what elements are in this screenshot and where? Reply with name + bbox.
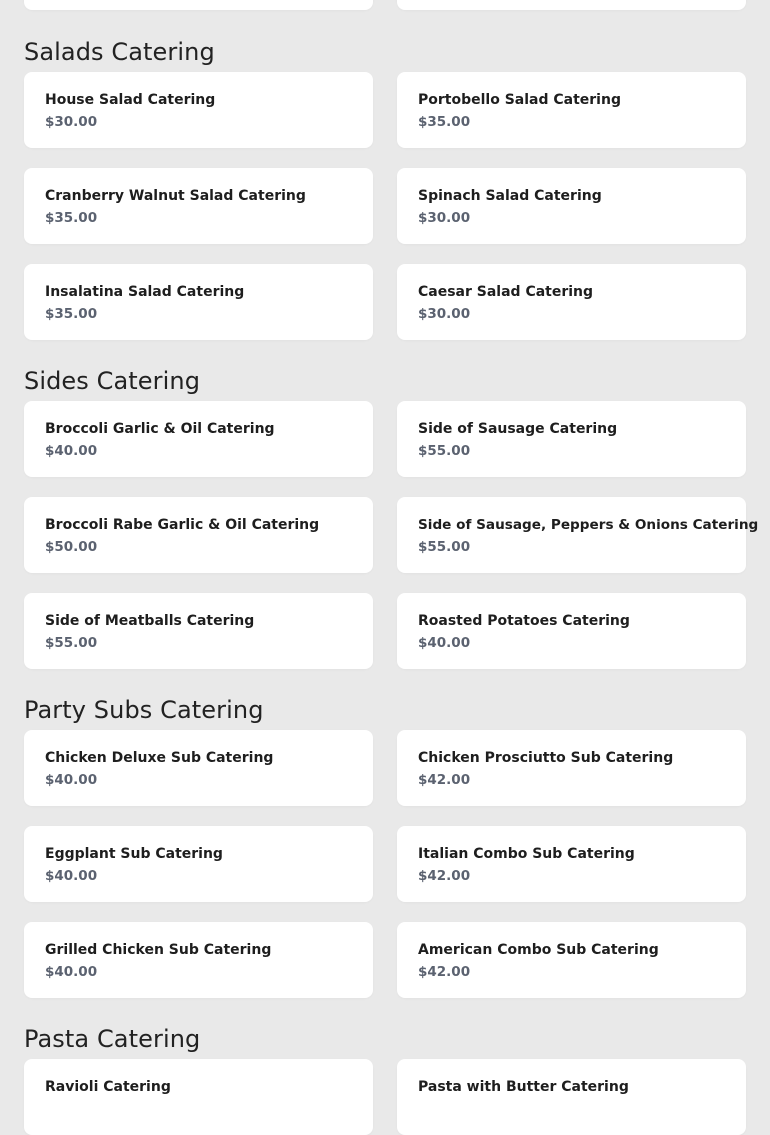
menu-item-card[interactable] bbox=[397, 730, 746, 806]
item-name: American Combo Sub Catering bbox=[418, 942, 659, 958]
menu-item-card[interactable] bbox=[24, 168, 373, 244]
menu-item-card[interactable] bbox=[24, 922, 373, 998]
item-price: $55.00 bbox=[45, 635, 98, 651]
item-price: $30.00 bbox=[418, 210, 471, 226]
item-name: Chicken Deluxe Sub Catering bbox=[45, 750, 274, 766]
item-price: $42.00 bbox=[418, 964, 471, 980]
menu-item-card[interactable] bbox=[397, 72, 746, 148]
item-price: $40.00 bbox=[45, 443, 98, 459]
item-name: Side of Sausage, Peppers & Onions Catering bbox=[418, 517, 759, 533]
menu-item-card[interactable] bbox=[397, 497, 759, 573]
menu-item-card[interactable] bbox=[24, 264, 373, 340]
item-name: Italian Combo Sub Catering bbox=[418, 846, 635, 862]
menu-item-card[interactable] bbox=[397, 264, 746, 340]
menu-item-card[interactable] bbox=[397, 0, 746, 10]
menu-item-card[interactable] bbox=[397, 826, 746, 902]
item-price: $30.00 bbox=[418, 306, 471, 322]
menu-item-card[interactable] bbox=[24, 593, 373, 669]
menu-item-grid bbox=[24, 1059, 746, 1135]
item-price: $42.00 bbox=[418, 868, 471, 884]
menu-item-card[interactable] bbox=[24, 0, 373, 10]
item-price: $40.00 bbox=[45, 868, 98, 884]
item-name: Roasted Potatoes Catering bbox=[418, 613, 630, 629]
menu-item-card[interactable] bbox=[24, 826, 373, 902]
menu-item-grid bbox=[24, 72, 746, 340]
menu-item-card[interactable] bbox=[397, 401, 746, 477]
section-title: Sides Catering bbox=[24, 367, 201, 395]
section-sides-catering bbox=[24, 364, 759, 669]
menu-item-card[interactable] bbox=[24, 401, 373, 477]
menu-item-card[interactable] bbox=[397, 168, 746, 244]
item-price: $30.00 bbox=[45, 114, 98, 130]
section-title: Salads Catering bbox=[24, 38, 215, 66]
item-price: $40.00 bbox=[45, 772, 98, 788]
item-name: Pasta with Butter Catering bbox=[418, 1079, 629, 1095]
section-title: Party Subs Catering bbox=[24, 696, 264, 724]
item-name: Side of Meatballs Catering bbox=[45, 613, 255, 629]
menu-item-card[interactable] bbox=[397, 922, 746, 998]
menu-item-card[interactable] bbox=[397, 593, 746, 669]
item-name: Spinach Salad Catering bbox=[418, 188, 602, 204]
menu-item-card[interactable] bbox=[24, 497, 373, 573]
item-price: $55.00 bbox=[418, 443, 471, 459]
item-price: $35.00 bbox=[418, 114, 471, 130]
item-name: Chicken Prosciutto Sub Catering bbox=[418, 750, 674, 766]
item-name: House Salad Catering bbox=[45, 92, 216, 108]
item-price: $35.00 bbox=[45, 210, 98, 226]
section-salads-catering bbox=[24, 35, 746, 340]
item-name: Insalatina Salad Catering bbox=[45, 284, 245, 300]
section-party-subs-catering bbox=[24, 693, 746, 998]
item-name: Ravioli Catering bbox=[45, 1079, 171, 1095]
item-name: Grilled Chicken Sub Catering bbox=[45, 942, 272, 958]
menu-item-card[interactable] bbox=[24, 1059, 373, 1135]
item-price: $35.00 bbox=[45, 306, 98, 322]
item-name: Side of Sausage Catering bbox=[418, 421, 618, 437]
item-price: $40.00 bbox=[45, 964, 98, 980]
menu-item-card[interactable] bbox=[397, 1059, 746, 1135]
item-price: $55.00 bbox=[418, 539, 471, 555]
menu-item-grid bbox=[24, 730, 746, 998]
item-price: $42.00 bbox=[418, 772, 471, 788]
menu-item-card[interactable] bbox=[24, 72, 373, 148]
item-name: Broccoli Rabe Garlic & Oil Catering bbox=[45, 517, 320, 533]
item-name: Eggplant Sub Catering bbox=[45, 846, 223, 862]
item-name: Caesar Salad Catering bbox=[418, 284, 594, 300]
section-pasta-catering bbox=[24, 1022, 746, 1135]
section-title: Pasta Catering bbox=[24, 1025, 201, 1053]
item-price: $40.00 bbox=[418, 635, 471, 651]
item-name: Broccoli Garlic & Oil Catering bbox=[45, 421, 275, 437]
item-price: $50.00 bbox=[45, 539, 98, 555]
previous-section-cards bbox=[24, 0, 746, 10]
item-name: Portobello Salad Catering bbox=[418, 92, 621, 108]
item-name: Cranberry Walnut Salad Catering bbox=[45, 188, 306, 204]
menu-item-grid bbox=[24, 401, 759, 669]
menu-item-card[interactable] bbox=[24, 730, 373, 806]
